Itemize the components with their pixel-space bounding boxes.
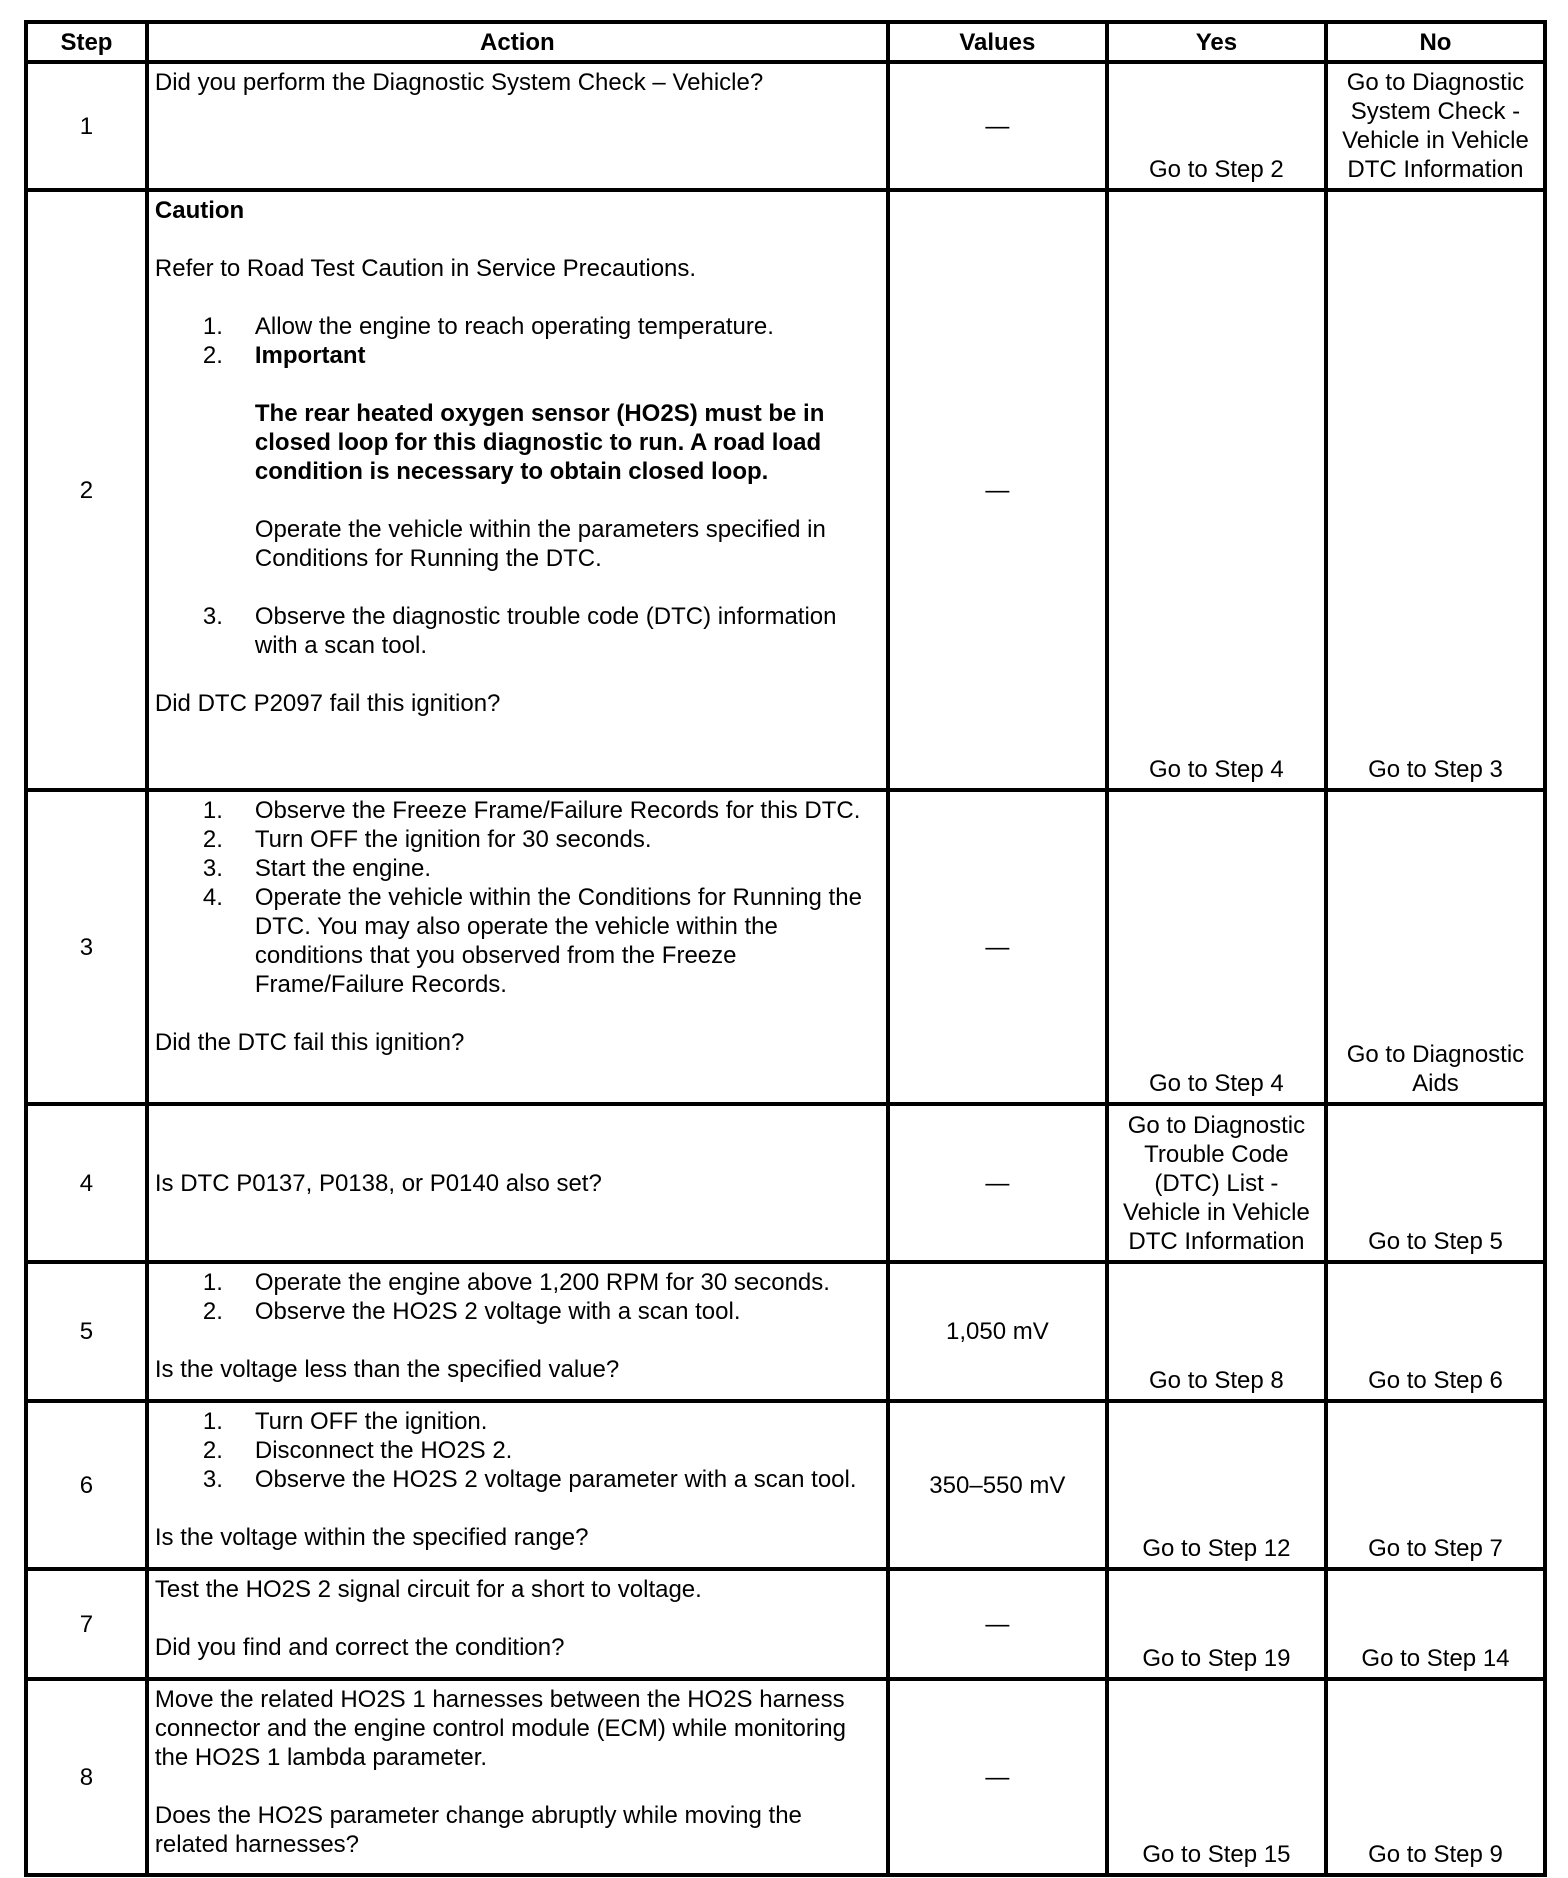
yes-cell: Go to Step 8	[1107, 1262, 1326, 1401]
list-item: 2. Important The rear heated oxygen sensor (HO2S) must be in closed loop for this diagnostic to run. A road load condition is necessary to obtain closed loop. Operate the vehicle within the parameters specified in Conditions for Running the DTC.	[155, 341, 882, 573]
action-question: Is the voltage less than the specified value?	[154, 1356, 620, 1383]
value-cell: —	[888, 790, 1107, 1104]
step-number: 1	[26, 62, 147, 190]
no-cell: Go to Step 14	[1326, 1569, 1545, 1679]
important-text: The rear heated oxygen sensor (HO2S) must be in closed loop for this diagnostic to run. A road load condition is necessary to obtain closed loop.	[254, 400, 825, 485]
header-action: Action	[147, 22, 888, 62]
header-yes: Yes	[1107, 22, 1326, 62]
important-title: Important	[254, 342, 366, 369]
caution-text: Refer to Road Test Caution in Service Precautions.	[154, 255, 697, 282]
value-cell: —	[888, 1104, 1107, 1262]
step-number: 8	[26, 1679, 147, 1875]
action-question: Did DTC P2097 fail this ignition?	[154, 690, 501, 717]
yes-cell: Go to Step 15	[1107, 1679, 1326, 1875]
no-cell: Go to Step 9	[1326, 1679, 1545, 1875]
action-question: Is the voltage within the specified range?	[154, 1524, 589, 1551]
step-number: 5	[26, 1262, 147, 1401]
table-row-step-6	[26, 1401, 1545, 1569]
table-row-step-8	[26, 1679, 1545, 1875]
list-item: 4. Operate the vehicle within the Conditions for Running the DTC. You may also operate the vehicle within the conditions that you observed from the Freeze Frame/Failure Records.	[202, 884, 862, 998]
step-number: 2	[26, 190, 147, 790]
action-cell	[147, 190, 888, 790]
table-row-step-5	[26, 1262, 1545, 1401]
value-cell: —	[888, 1679, 1107, 1875]
table-row-step-4	[26, 1104, 1545, 1262]
list-item: 2. Observe the HO2S 2 voltage with a scan tool.	[202, 1298, 741, 1325]
list-item: 1. Turn OFF the ignition.	[202, 1408, 488, 1435]
item-text: Operate the vehicle within the parameters specified in Conditions for Running the DTC.	[254, 516, 826, 572]
action-steps	[155, 796, 882, 999]
list-item: 3. Observe the HO2S 2 voltage parameter with a scan tool.	[202, 1466, 857, 1493]
action-cell	[147, 790, 888, 1104]
table-row-step-7	[26, 1569, 1545, 1679]
caution-title: Caution	[154, 197, 245, 224]
yes-cell: Go to Step 12	[1107, 1401, 1326, 1569]
yes-cell: Go to Step 2	[1107, 62, 1326, 190]
action-question: Did you find and correct the condition?	[154, 1634, 565, 1661]
step-number: 6	[26, 1401, 147, 1569]
action-question: Did the DTC fail this ignition?	[154, 1029, 465, 1056]
value-cell: —	[888, 62, 1107, 190]
action-question: Does the HO2S parameter change abruptly while moving the related harnesses?	[154, 1802, 802, 1858]
header-step: Step	[26, 22, 147, 62]
value-cell: 1,050 mV	[888, 1262, 1107, 1401]
value-cell: —	[888, 190, 1107, 790]
action-steps	[155, 1407, 882, 1494]
yes-cell: Go to Step 4	[1107, 790, 1326, 1104]
list-item: 3. Observe the diagnostic trouble code (DTC) information with a scan tool.	[202, 603, 837, 659]
action-text: Move the related HO2S 1 harnesses between the HO2S harness connector and the engine control module (ECM) while monitoring the HO2S 1 lambda parameter.	[154, 1686, 846, 1771]
action-question: Did you perform the Diagnostic System Check – Vehicle?	[154, 69, 764, 96]
list-item: 1. Observe the Freeze Frame/Failure Records for this DTC.	[202, 797, 861, 824]
list-item: 1. Operate the engine above 1,200 RPM for 30 seconds.	[202, 1269, 830, 1296]
header-values: Values	[888, 22, 1107, 62]
value-cell: 350–550 mV	[888, 1401, 1107, 1569]
step-number: 4	[26, 1104, 147, 1262]
no-cell: Go to Diagnostic Aids	[1326, 790, 1545, 1104]
action-steps	[155, 312, 882, 660]
yes-cell: Go to Diagnostic Trouble Code (DTC) List - Vehicle in Vehicle DTC Information	[1107, 1104, 1326, 1262]
action-cell	[147, 1401, 888, 1569]
table-row-step-2	[26, 190, 1545, 790]
table-row-step-1	[26, 62, 1545, 190]
no-cell: Go to Step 5	[1326, 1104, 1545, 1262]
action-cell	[147, 62, 888, 190]
diagnostic-page	[24, 20, 1547, 1877]
action-steps	[155, 1268, 882, 1326]
action-cell	[147, 1262, 888, 1401]
step-number: 3	[26, 790, 147, 1104]
list-item: 2. Turn OFF the ignition for 30 seconds.	[202, 826, 652, 853]
value-cell: —	[888, 1569, 1107, 1679]
table-row-step-3	[26, 790, 1545, 1104]
diagnostic-table	[24, 20, 1547, 1877]
no-cell: Go to Diagnostic System Check - Vehicle in Vehicle DTC Information	[1326, 62, 1545, 190]
no-cell: Go to Step 6	[1326, 1262, 1545, 1401]
yes-cell: Go to Step 19	[1107, 1569, 1326, 1679]
header-no: No	[1326, 22, 1545, 62]
no-cell: Go to Step 7	[1326, 1401, 1545, 1569]
header-row	[26, 22, 1545, 62]
action-cell	[147, 1569, 888, 1679]
yes-cell: Go to Step 4	[1107, 190, 1326, 790]
list-item: 3. Start the engine.	[202, 855, 432, 882]
action-cell	[147, 1104, 888, 1262]
no-cell: Go to Step 3	[1326, 190, 1545, 790]
action-cell	[147, 1679, 888, 1875]
list-item: 2. Disconnect the HO2S 2.	[202, 1437, 513, 1464]
list-item: 1. Allow the engine to reach operating temperature.	[202, 313, 774, 340]
step-number: 7	[26, 1569, 147, 1679]
action-question: Is DTC P0137, P0138, or P0140 also set?	[154, 1169, 602, 1197]
action-text: Test the HO2S 2 signal circuit for a short to voltage.	[154, 1576, 702, 1603]
